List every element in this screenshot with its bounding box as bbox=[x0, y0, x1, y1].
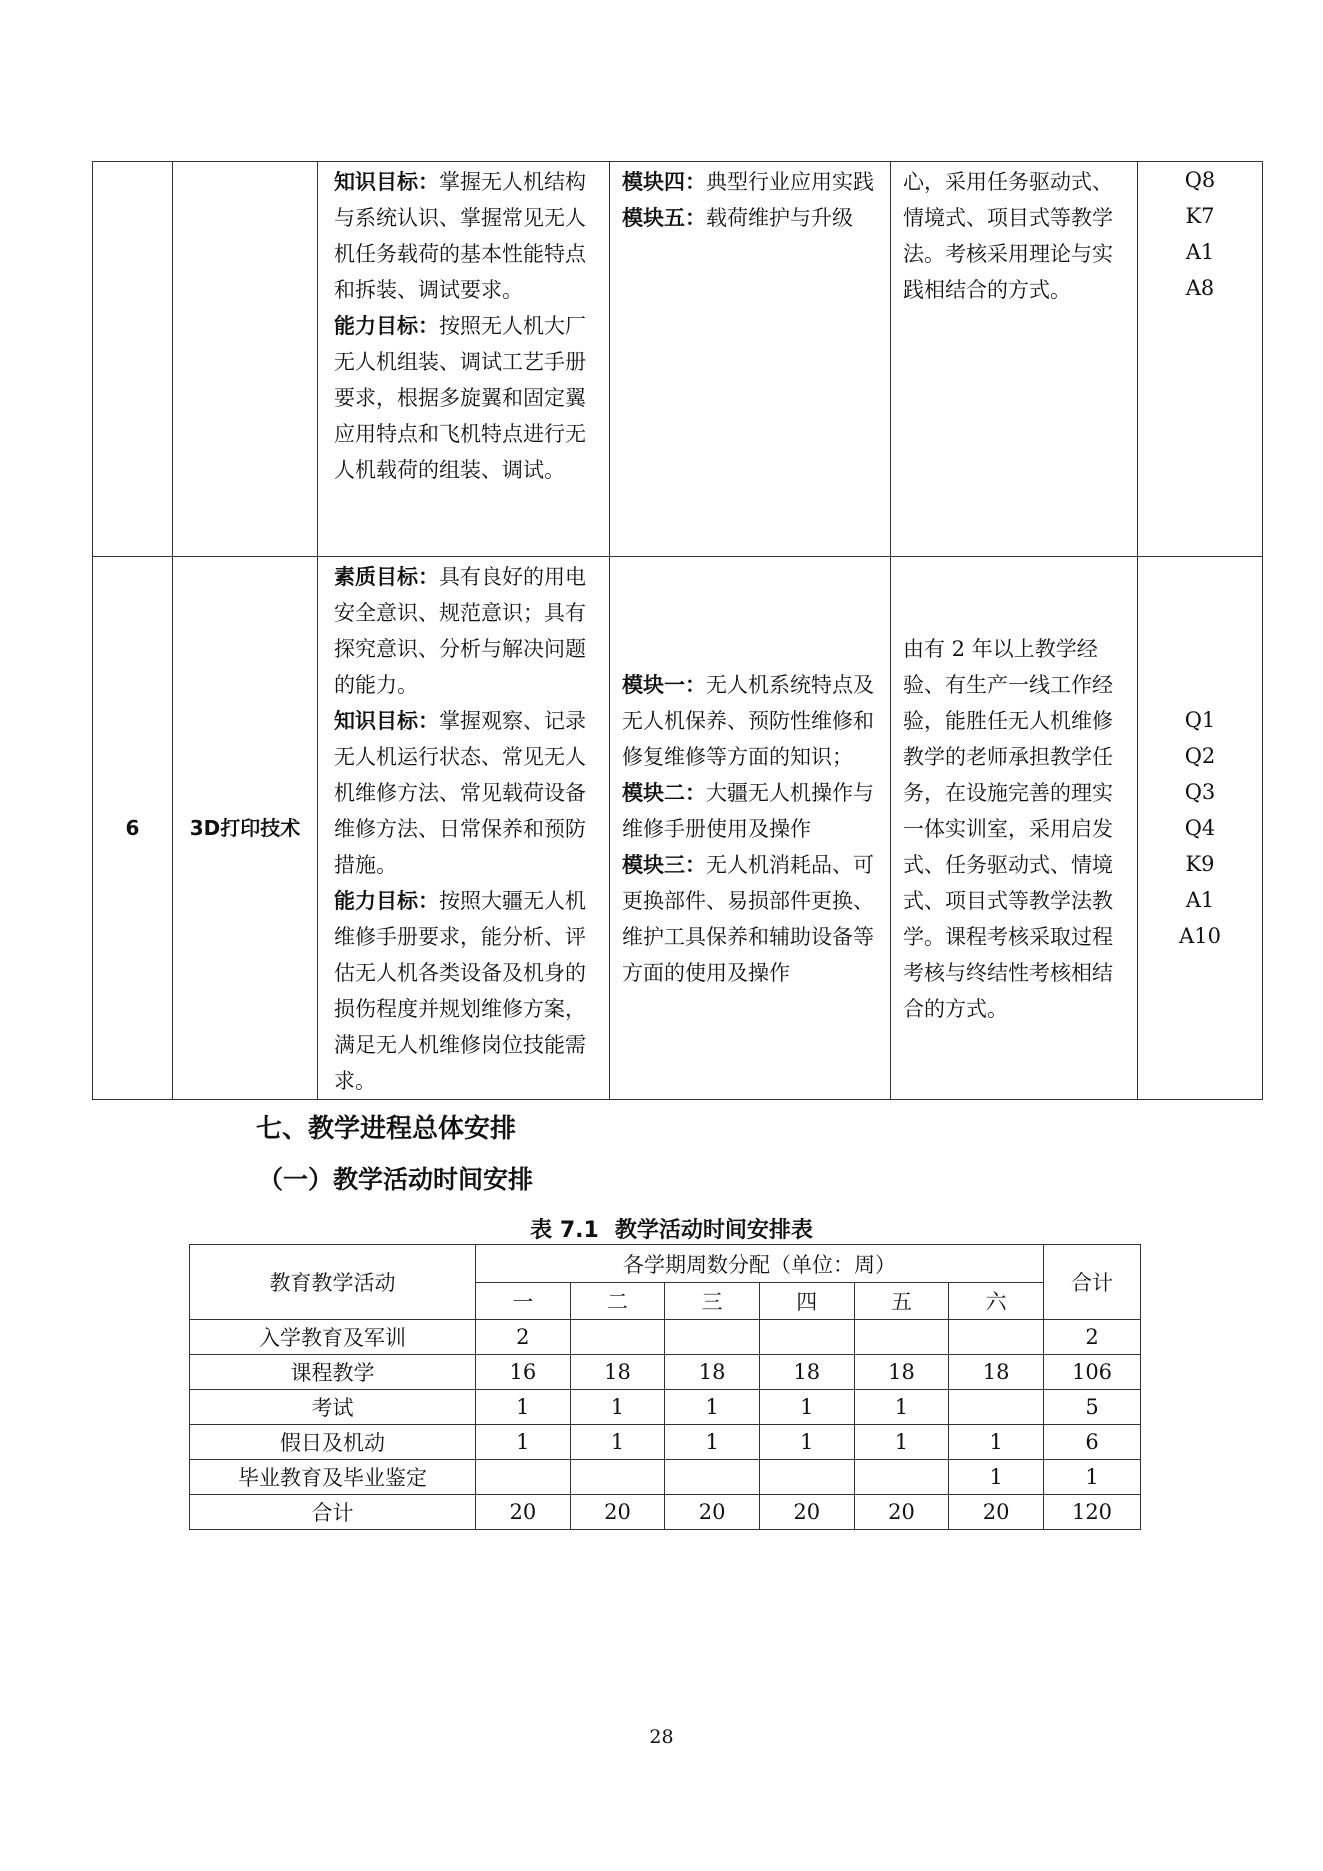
module-label: 模块二： bbox=[622, 781, 706, 805]
semester-value-cell: 20 bbox=[949, 1495, 1044, 1530]
goal-paragraph bbox=[334, 559, 601, 703]
semester-value-cell bbox=[570, 1320, 665, 1355]
module-label: 模块五： bbox=[622, 206, 706, 230]
code-item: Q1 bbox=[1184, 708, 1216, 732]
module-text: 无人机消耗品、可更换部件、易损部件更换、维护工具保养和辅助设备等方面的使用及操作 bbox=[622, 853, 874, 985]
semester-value-cell: 20 bbox=[759, 1495, 854, 1530]
semester-value-cell: 1 bbox=[570, 1425, 665, 1460]
semester-value-cell bbox=[476, 1460, 571, 1495]
header-semester: 一 bbox=[476, 1283, 571, 1320]
course-modules-cell bbox=[610, 557, 891, 1100]
header-semester: 六 bbox=[949, 1283, 1044, 1320]
module-paragraph bbox=[622, 667, 882, 775]
semester-value-cell: 1 bbox=[665, 1390, 760, 1425]
header-semester: 五 bbox=[854, 1283, 949, 1320]
semester-value-cell: 1 bbox=[476, 1425, 571, 1460]
semester-value-cell: 1 bbox=[476, 1390, 571, 1425]
schedule-row bbox=[190, 1495, 1141, 1530]
module-label: 模块四： bbox=[622, 170, 706, 194]
semester-value-cell: 16 bbox=[476, 1355, 571, 1390]
semester-value-cell: 20 bbox=[665, 1495, 760, 1530]
row-total-cell: 120 bbox=[1044, 1495, 1141, 1530]
course-name: 3D打印技术 bbox=[189, 816, 301, 840]
schedule-row bbox=[190, 1320, 1141, 1355]
course-codes-cell bbox=[1138, 162, 1263, 557]
semester-value-cell: 18 bbox=[854, 1355, 949, 1390]
module-label: 模块一： bbox=[622, 673, 706, 697]
row-total-cell: 6 bbox=[1044, 1425, 1141, 1460]
activity-cell: 考试 bbox=[190, 1390, 476, 1425]
semester-value-cell bbox=[665, 1320, 760, 1355]
semester-value-cell: 1 bbox=[759, 1390, 854, 1425]
semester-value-cell bbox=[759, 1320, 854, 1355]
course-goals-cell bbox=[318, 557, 610, 1100]
code-item: A1 bbox=[1185, 888, 1215, 912]
semester-value-cell: 18 bbox=[570, 1355, 665, 1390]
course-name-cell bbox=[173, 557, 318, 1100]
course-name-cell bbox=[173, 162, 318, 557]
semester-value-cell: 1 bbox=[759, 1425, 854, 1460]
semester-value-cell: 1 bbox=[665, 1425, 760, 1460]
table-caption bbox=[0, 1213, 1323, 1244]
goal-text: 按照无人机大厂无人机组装、调试工艺手册要求，根据多旋翼和固定翼应用特点和飞机特点进行无人机载荷的组装、调试。 bbox=[334, 314, 586, 482]
header-activity: 教育教学活动 bbox=[190, 1245, 476, 1320]
module-text: 载荷维护与升级 bbox=[706, 206, 853, 230]
code-item: Q2 bbox=[1184, 744, 1216, 768]
schedule-row bbox=[190, 1425, 1141, 1460]
semester-value-cell: 1 bbox=[854, 1425, 949, 1460]
goal-label: 能力目标： bbox=[334, 889, 439, 913]
activity-cell: 假日及机动 bbox=[190, 1425, 476, 1460]
code-item: Q8 bbox=[1184, 168, 1216, 192]
semester-value-cell: 20 bbox=[854, 1495, 949, 1530]
course-number-cell bbox=[93, 162, 173, 557]
semester-value-cell: 1 bbox=[949, 1460, 1044, 1495]
goal-label: 素质目标： bbox=[334, 565, 439, 589]
goal-text: 掌握无人机结构与系统认识、掌握常见无人机任务载荷的基本性能特点和拆装、调试要求。 bbox=[334, 170, 586, 302]
semester-value-cell: 2 bbox=[476, 1320, 571, 1355]
schedule-row bbox=[190, 1460, 1141, 1495]
goal-text: 按照大疆无人机维修手册要求，能分析、评估无人机各类设备及机身的损伤程度并规划维修方案，满足无人机维修岗位技能需求。 bbox=[334, 889, 586, 1093]
module-label: 模块三： bbox=[622, 853, 706, 877]
activity-cell: 毕业教育及毕业鉴定 bbox=[190, 1460, 476, 1495]
module-paragraph bbox=[622, 775, 882, 847]
goal-text: 具有良好的用电安全意识、规范意识；具有探究意识、分析与解决问题的能力。 bbox=[334, 565, 586, 697]
semester-value-cell: 18 bbox=[759, 1355, 854, 1390]
table-caption-title: 教学活动时间安排表 bbox=[614, 1218, 813, 1243]
course-row-6 bbox=[93, 557, 1263, 1100]
course-table bbox=[92, 161, 1263, 1100]
semester-value-cell: 18 bbox=[949, 1355, 1044, 1390]
course-row-continued bbox=[93, 162, 1263, 557]
course-number-cell bbox=[93, 557, 173, 1100]
table-caption-number: 表 7.1 bbox=[530, 1218, 599, 1243]
goal-label: 能力目标： bbox=[334, 314, 439, 338]
row-total-cell: 1 bbox=[1044, 1460, 1141, 1495]
activity-cell: 合计 bbox=[190, 1495, 476, 1530]
semester-value-cell: 1 bbox=[949, 1425, 1044, 1460]
course-number: 6 bbox=[125, 816, 140, 840]
module-text: 典型行业应用实践 bbox=[706, 170, 874, 194]
course-codes-cell bbox=[1138, 557, 1263, 1100]
course-goals-cell bbox=[318, 162, 610, 557]
course-teaching-cell: 由有 2 年以上教学经验、有生产一线工作经验，能胜任无人机维修教学的老师承担教学任务，在设施完善的理实一体实训室，采用启发式、任务驱动式、情境式、项目式等教学法教学。课程考核采取过程考核与终结性考核相结合的方式。 bbox=[891, 557, 1138, 1100]
page-number: 28 bbox=[649, 1726, 674, 1748]
schedule-table bbox=[189, 1244, 1141, 1530]
activity-cell: 入学教育及军训 bbox=[190, 1320, 476, 1355]
goal-paragraph bbox=[334, 308, 601, 488]
semester-value-cell bbox=[570, 1460, 665, 1495]
semester-value-cell bbox=[949, 1390, 1044, 1425]
semester-value-cell bbox=[665, 1460, 760, 1495]
goal-label: 知识目标： bbox=[334, 709, 439, 733]
semester-value-cell: 1 bbox=[570, 1390, 665, 1425]
header-semester: 三 bbox=[665, 1283, 760, 1320]
row-total-cell: 106 bbox=[1044, 1355, 1141, 1390]
schedule-body bbox=[190, 1320, 1141, 1530]
code-item: A10 bbox=[1179, 924, 1221, 948]
semester-value-cell bbox=[949, 1320, 1044, 1355]
semester-value-cell: 20 bbox=[476, 1495, 571, 1530]
goal-label: 知识目标： bbox=[334, 170, 439, 194]
activity-cell: 课程教学 bbox=[190, 1355, 476, 1390]
semester-value-cell: 1 bbox=[854, 1390, 949, 1425]
course-modules-cell bbox=[610, 162, 891, 557]
semester-value-cell bbox=[854, 1320, 949, 1355]
row-total-cell: 5 bbox=[1044, 1390, 1141, 1425]
header-semester: 四 bbox=[759, 1283, 854, 1320]
code-item: K9 bbox=[1185, 852, 1215, 876]
module-paragraph bbox=[622, 164, 882, 200]
header-semesters: 各学期周数分配（单位：周） bbox=[476, 1245, 1044, 1283]
code-item: Q3 bbox=[1184, 780, 1216, 804]
code-item: K7 bbox=[1185, 204, 1215, 228]
goal-paragraph bbox=[334, 164, 601, 308]
module-paragraph bbox=[622, 200, 882, 236]
schedule-header-row bbox=[190, 1245, 1141, 1283]
semester-value-cell bbox=[854, 1460, 949, 1495]
section-heading: 七、教学进程总体安排 bbox=[256, 1114, 517, 1144]
semester-value-cell bbox=[759, 1460, 854, 1495]
schedule-row bbox=[190, 1390, 1141, 1425]
semester-value-cell: 18 bbox=[665, 1355, 760, 1390]
code-item: A1 bbox=[1185, 240, 1215, 264]
row-total-cell: 2 bbox=[1044, 1320, 1141, 1355]
schedule-row bbox=[190, 1355, 1141, 1390]
course-teaching-cell: 心，采用任务驱动式、情境式、项目式等教学法。考核采用理论与实践相结合的方式。 bbox=[891, 162, 1138, 557]
goal-text: 掌握观察、记录无人机运行状态、常见无人机维修方法、常见载荷设备维修方法、日常保养和预防措施。 bbox=[334, 709, 586, 877]
section-subheading: （一）教学活动时间安排 bbox=[258, 1165, 534, 1194]
code-item: Q4 bbox=[1184, 816, 1216, 840]
code-item: A8 bbox=[1185, 276, 1215, 300]
header-total: 合计 bbox=[1044, 1245, 1141, 1320]
header-semester: 二 bbox=[570, 1283, 665, 1320]
module-text: 大疆无人机操作与维修手册使用及操作 bbox=[622, 781, 874, 841]
module-paragraph bbox=[622, 847, 882, 991]
module-text: 无人机系统特点及无人机保养、预防性维修和修复维修等方面的知识； bbox=[622, 673, 874, 769]
semester-value-cell: 20 bbox=[570, 1495, 665, 1530]
goal-paragraph bbox=[334, 883, 601, 1099]
goal-paragraph bbox=[334, 703, 601, 883]
